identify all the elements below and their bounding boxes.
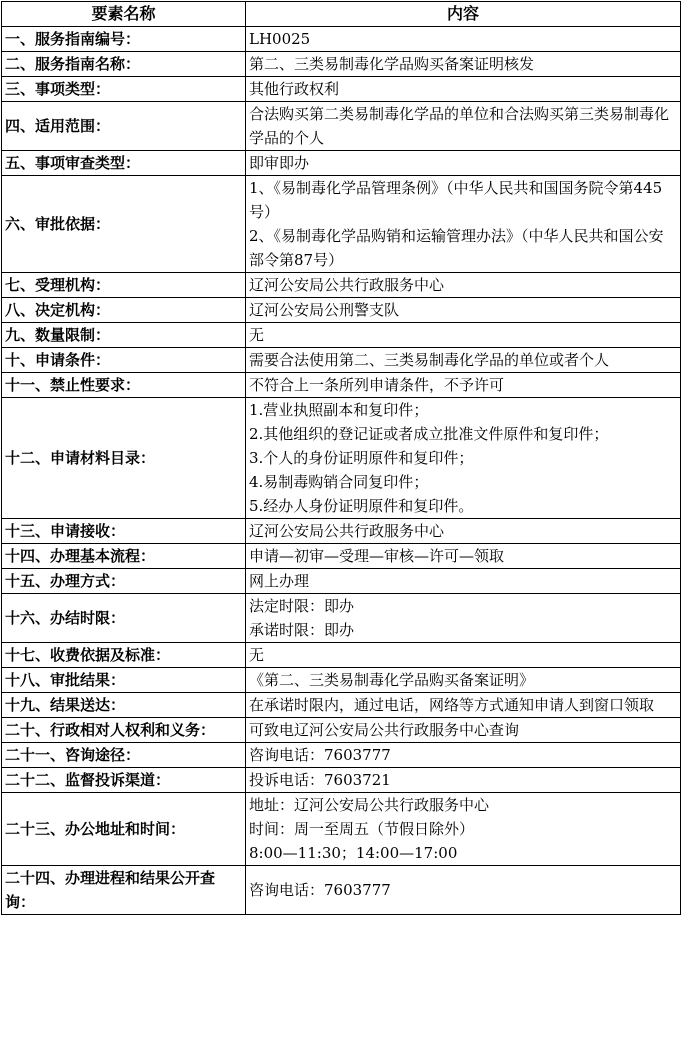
content-line: 投诉电话：7603721 bbox=[249, 771, 391, 789]
row-label: 四、适用范围： bbox=[2, 102, 246, 151]
table-row bbox=[2, 643, 681, 668]
content-line: 2、《易制毒化学品购销和运输管理办法》（中华人民共和国公安部令第87号） bbox=[249, 227, 664, 269]
row-label: 二十二、监督投诉渠道： bbox=[2, 768, 246, 793]
content-line: 5.经办人身份证明原件和复印件。 bbox=[249, 497, 474, 515]
row-content bbox=[246, 348, 681, 373]
row-content bbox=[246, 519, 681, 544]
row-content bbox=[246, 398, 681, 519]
table-row bbox=[2, 273, 681, 298]
table-row bbox=[2, 151, 681, 176]
content-line: LH0025 bbox=[249, 30, 311, 48]
row-label: 十、申请条件： bbox=[2, 348, 246, 373]
row-label: 十五、办理方式： bbox=[2, 569, 246, 594]
table-body bbox=[2, 27, 681, 915]
header-content-column: 内容 bbox=[246, 2, 681, 27]
table-row bbox=[2, 519, 681, 544]
content-line: 无 bbox=[249, 326, 265, 344]
row-label: 十三、申请接收： bbox=[2, 519, 246, 544]
row-content bbox=[246, 151, 681, 176]
table-row bbox=[2, 693, 681, 718]
table-row bbox=[2, 323, 681, 348]
content-line: 4.易制毒购销合同复印件； bbox=[249, 473, 429, 491]
table-row bbox=[2, 176, 681, 273]
table-row bbox=[2, 793, 681, 866]
table-row bbox=[2, 569, 681, 594]
row-label: 一、服务指南编号： bbox=[2, 27, 246, 52]
row-content bbox=[246, 176, 681, 273]
content-line: 辽河公安局公共行政服务中心 bbox=[249, 522, 445, 540]
row-label: 二十四、办理进程和结果公开查询： bbox=[2, 866, 246, 915]
table-row bbox=[2, 594, 681, 643]
header-name-column: 要素名称 bbox=[2, 2, 246, 27]
row-content bbox=[246, 77, 681, 102]
row-label: 二、服务指南名称： bbox=[2, 52, 246, 77]
table-row bbox=[2, 718, 681, 743]
row-label: 七、受理机构： bbox=[2, 273, 246, 298]
table-row bbox=[2, 866, 681, 915]
content-line: 不符合上一条所列申请条件，不予许可 bbox=[249, 376, 505, 394]
row-label: 二十一、咨询途径： bbox=[2, 743, 246, 768]
row-label: 三、事项类型： bbox=[2, 77, 246, 102]
content-line: 辽河公安局公共行政服务中心 bbox=[249, 276, 445, 294]
row-content bbox=[246, 693, 681, 718]
table-row bbox=[2, 102, 681, 151]
row-content bbox=[246, 273, 681, 298]
table-header-row bbox=[2, 2, 681, 27]
row-content bbox=[246, 793, 681, 866]
row-content bbox=[246, 373, 681, 398]
content-line: 辽河公安局公刑警支队 bbox=[249, 301, 400, 319]
row-content bbox=[246, 866, 681, 915]
row-content bbox=[246, 544, 681, 569]
row-label: 二十三、办公地址和时间： bbox=[2, 793, 246, 866]
row-content bbox=[246, 52, 681, 77]
row-label: 十九、结果送达： bbox=[2, 693, 246, 718]
table-row bbox=[2, 373, 681, 398]
content-line: 无 bbox=[249, 646, 265, 664]
row-label: 八、决定机构： bbox=[2, 298, 246, 323]
row-content bbox=[246, 643, 681, 668]
content-line: 法定时限：即办 bbox=[249, 597, 355, 615]
content-line: 咨询电话：7603777 bbox=[249, 746, 391, 764]
row-label: 十七、收费依据及标准： bbox=[2, 643, 246, 668]
row-content bbox=[246, 743, 681, 768]
content-line: 《第二、三类易制毒化学品购买备案证明》 bbox=[249, 671, 535, 689]
row-content bbox=[246, 298, 681, 323]
content-line: 1、《易制毒化学品管理条例》（中华人民共和国国务院令第445号） bbox=[249, 179, 663, 221]
content-line: 第二、三类易制毒化学品购买备案证明核发 bbox=[249, 55, 535, 73]
row-content bbox=[246, 768, 681, 793]
table-row bbox=[2, 768, 681, 793]
content-line: 合法购买第二类易制毒化学品的单位和合法购买第三类易制毒化学品的个人 bbox=[249, 105, 670, 147]
table-row bbox=[2, 743, 681, 768]
table-row bbox=[2, 544, 681, 569]
content-line: 咨询电话：7603777 bbox=[249, 881, 391, 899]
content-line: 时间：周一至周五（节假日除外） bbox=[249, 820, 475, 838]
content-line: 2.其他组织的登记证或者成立批准文件原件和复印件； bbox=[249, 425, 609, 443]
table-row bbox=[2, 77, 681, 102]
row-label: 十一、禁止性要求： bbox=[2, 373, 246, 398]
row-content bbox=[246, 594, 681, 643]
content-line: 即审即办 bbox=[249, 154, 310, 172]
row-label: 二十、行政相对人权利和义务： bbox=[2, 718, 246, 743]
row-content bbox=[246, 323, 681, 348]
content-line: 3.个人的身份证明原件和复印件； bbox=[249, 449, 474, 467]
content-line: 地址：辽河公安局公共行政服务中心 bbox=[249, 796, 490, 814]
content-line: 其他行政权利 bbox=[249, 80, 340, 98]
content-line: 需要合法使用第二、三类易制毒化学品的单位或者个人 bbox=[249, 351, 610, 369]
row-label: 九、数量限制： bbox=[2, 323, 246, 348]
row-label: 十八、审批结果： bbox=[2, 668, 246, 693]
content-line: 网上办理 bbox=[249, 572, 310, 590]
row-label: 五、事项审查类型： bbox=[2, 151, 246, 176]
content-line: 1.营业执照副本和复印件； bbox=[249, 401, 429, 419]
row-label: 十六、办结时限： bbox=[2, 594, 246, 643]
table-row bbox=[2, 398, 681, 519]
row-content bbox=[246, 569, 681, 594]
table-row bbox=[2, 52, 681, 77]
row-label: 十二、申请材料目录： bbox=[2, 398, 246, 519]
table-row bbox=[2, 348, 681, 373]
table-row bbox=[2, 27, 681, 52]
content-line: 8:00—11:30；14:00—17:00 bbox=[249, 844, 458, 862]
row-content bbox=[246, 27, 681, 52]
row-content bbox=[246, 102, 681, 151]
service-guide-table bbox=[1, 1, 681, 915]
table-row bbox=[2, 298, 681, 323]
content-line: 可致电辽河公安局公共行政服务中心查询 bbox=[249, 721, 520, 739]
row-content bbox=[246, 718, 681, 743]
table-row bbox=[2, 668, 681, 693]
content-line: 在承诺时限内，通过电话，网络等方式通知申请人到窗口领取 bbox=[249, 696, 655, 714]
content-line: 承诺时限：即办 bbox=[249, 621, 355, 639]
row-label: 十四、办理基本流程： bbox=[2, 544, 246, 569]
row-label: 六、审批依据： bbox=[2, 176, 246, 273]
content-line: 申请—初审—受理—审核—许可—领取 bbox=[249, 547, 505, 565]
row-content bbox=[246, 668, 681, 693]
